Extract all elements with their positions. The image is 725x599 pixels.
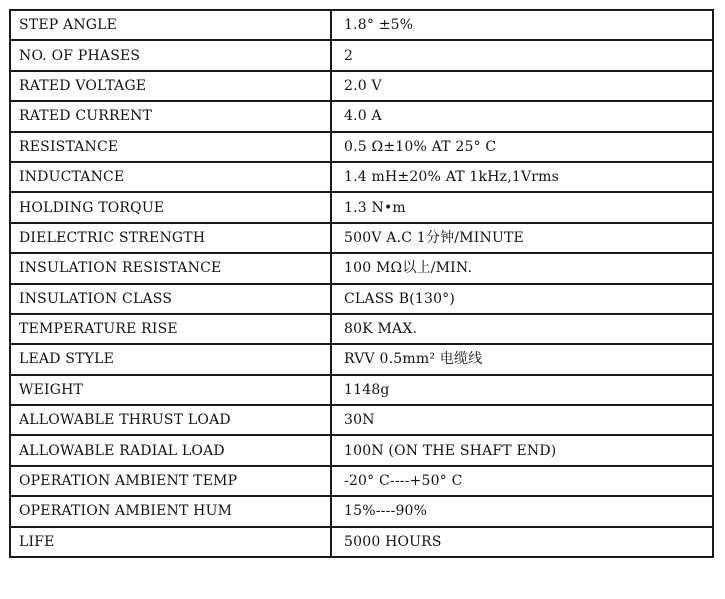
spec-value: 1.4 mH±20% AT 1kHz,1Vrms	[331, 162, 713, 192]
spec-parameter: OPERATION AMBIENT TEMP	[10, 466, 331, 496]
table-row	[10, 71, 713, 101]
table-row	[10, 284, 713, 314]
table-row	[10, 405, 713, 435]
spec-value: 100N (ON THE SHAFT END)	[331, 435, 713, 465]
spec-parameter: OPERATION AMBIENT HUM	[10, 496, 331, 526]
table-row	[10, 162, 713, 192]
spec-value: 500V A.C 1分钟/MINUTE	[331, 223, 713, 253]
spec-value: 1148g	[331, 375, 713, 405]
table-row	[10, 192, 713, 222]
table-row	[10, 466, 713, 496]
spec-parameter: RATED VOLTAGE	[10, 71, 331, 101]
spec-value: 4.0 A	[331, 101, 713, 131]
table-row	[10, 527, 713, 557]
spec-parameter: WEIGHT	[10, 375, 331, 405]
spec-value: 80K MAX.	[331, 314, 713, 344]
table-row	[10, 253, 713, 283]
spec-value: 100 MΩ以上/MIN.	[331, 253, 713, 283]
spec-parameter: ALLOWABLE RADIAL LOAD	[10, 435, 331, 465]
spec-value: 1.8° ±5%	[331, 10, 713, 40]
table-row	[10, 132, 713, 162]
spec-value: 2	[331, 40, 713, 70]
table-row	[10, 496, 713, 526]
table-row	[10, 344, 713, 374]
spec-table	[9, 9, 714, 558]
table-row	[10, 101, 713, 131]
spec-parameter: DIELECTRIC STRENGTH	[10, 223, 331, 253]
spec-parameter: LIFE	[10, 527, 331, 557]
spec-value: 1.3 N•m	[331, 192, 713, 222]
spec-parameter: ALLOWABLE THRUST LOAD	[10, 405, 331, 435]
spec-value: 30N	[331, 405, 713, 435]
table-row	[10, 375, 713, 405]
spec-parameter: INSULATION RESISTANCE	[10, 253, 331, 283]
spec-parameter: INDUCTANCE	[10, 162, 331, 192]
table-row	[10, 435, 713, 465]
table-row	[10, 40, 713, 70]
table-row	[10, 314, 713, 344]
spec-parameter: LEAD STYLE	[10, 344, 331, 374]
spec-parameter: NO. OF PHASES	[10, 40, 331, 70]
spec-value: 15%----90%	[331, 496, 713, 526]
spec-parameter: INSULATION CLASS	[10, 284, 331, 314]
spec-value: 0.5 Ω±10% AT 25° C	[331, 132, 713, 162]
spec-parameter: HOLDING TORQUE	[10, 192, 331, 222]
table-row	[10, 10, 713, 40]
spec-value: -20° C----+50° C	[331, 466, 713, 496]
table-row	[10, 223, 713, 253]
spec-table-body	[10, 10, 713, 557]
spec-parameter: TEMPERATURE RISE	[10, 314, 331, 344]
spec-value: CLASS B(130°)	[331, 284, 713, 314]
spec-parameter: STEP ANGLE	[10, 10, 331, 40]
spec-value: 5000 HOURS	[331, 527, 713, 557]
spec-value: 2.0 V	[331, 71, 713, 101]
spec-value: RVV 0.5mm² 电缆线	[331, 344, 713, 374]
spec-parameter: RESISTANCE	[10, 132, 331, 162]
spec-parameter: RATED CURRENT	[10, 101, 331, 131]
